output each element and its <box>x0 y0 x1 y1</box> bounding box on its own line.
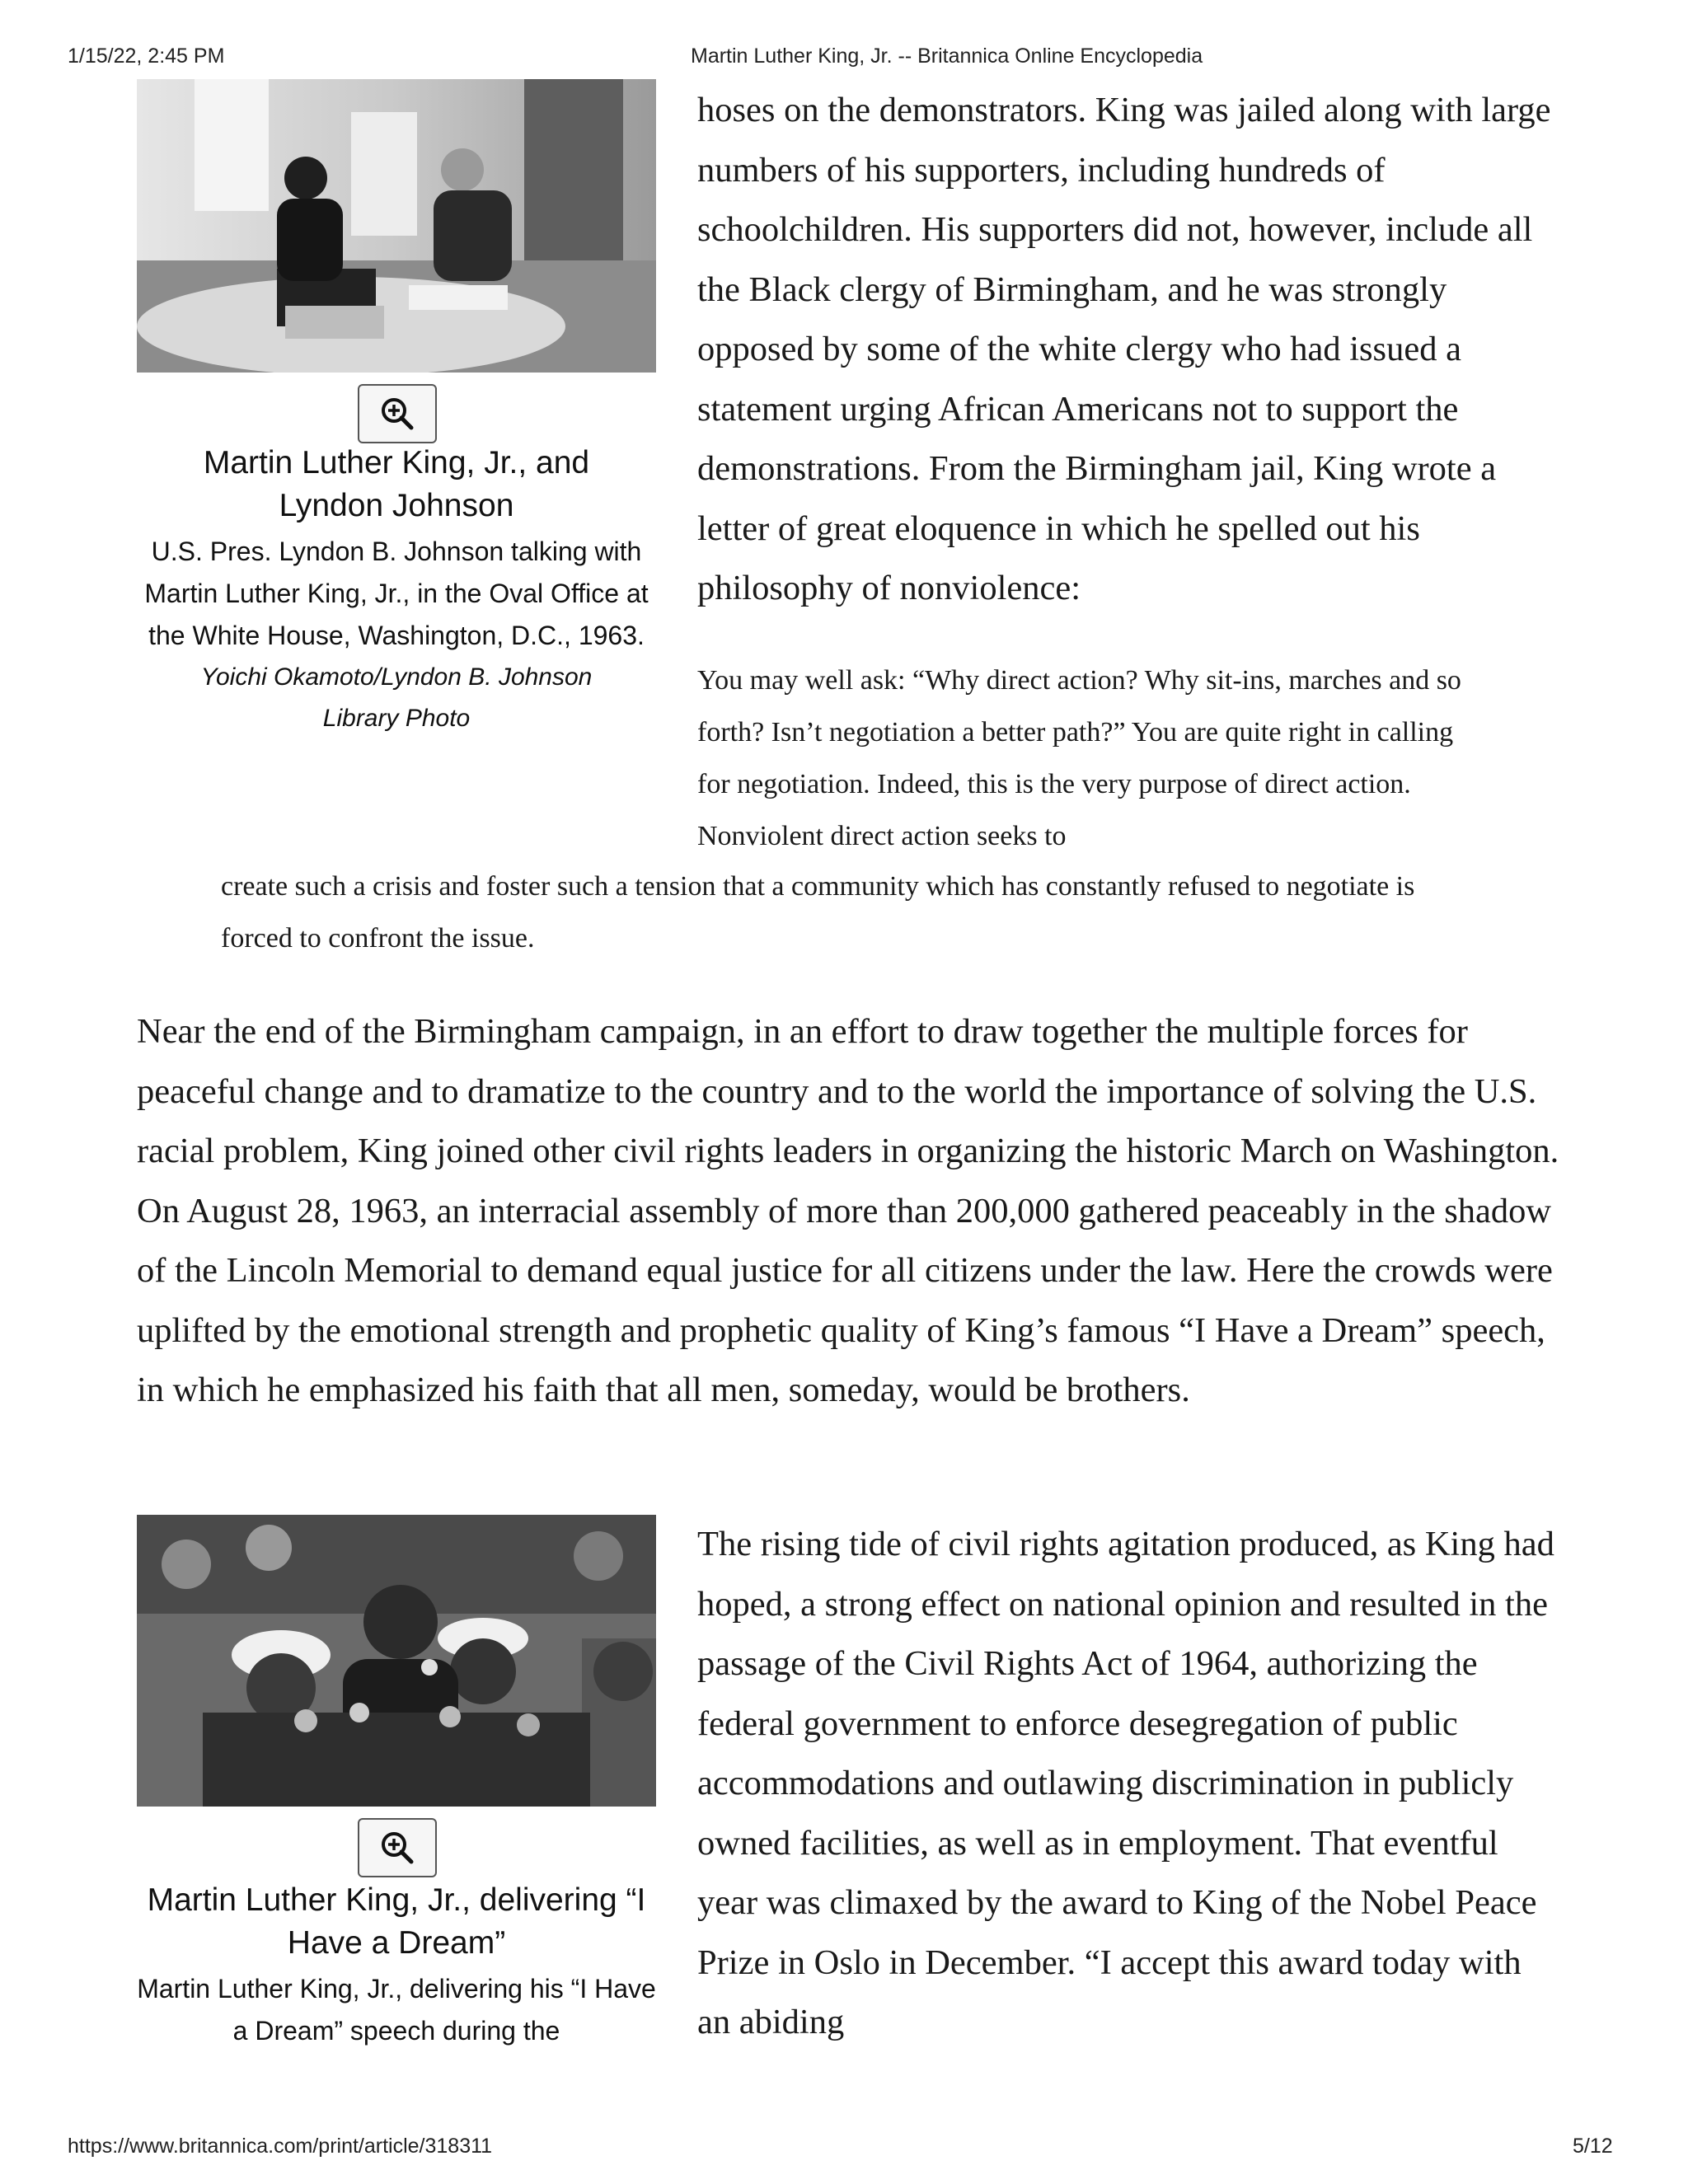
page-number: 5/12 <box>1573 2135 1613 2158</box>
zoom-button-figure2[interactable] <box>358 1818 437 1877</box>
article-paragraph-3: The rising tide of civil rights agitation produced, as King had hoped, a strong effect on national opinion and resulted in the passage of the Civil Rights Act of 1964, authorizing the federal government to enforce desegregation of public accommodations and outlawing discrimination in publicly owned facilities, as well as in employment. That eventful year was climaxed by the award to King of the Nobel Peace Prize in Oslo in December. “I accept this award today with an abiding <box>697 1525 1554 2041</box>
figure1-caption <box>137 442 656 739</box>
zoom-in-icon <box>379 396 415 432</box>
blockquote-part-1: You may well ask: “Why direct action? Why sit-ins, marches and so forth? Isn’t negotiation a better path?” You are quite right in calling for negotiation. Indeed, this is the very purpose of direct action. Nonviolent direct action seeks to <box>697 665 1461 851</box>
figure1-credit: Yoichi Okamoto/Lyndon B. Johnson Library Photo <box>200 663 593 732</box>
zoom-in-icon <box>379 1830 415 1866</box>
king-johnson-photo <box>137 79 656 373</box>
figure2-title: Martin Luther King, Jr., delivering “I Have a Dream” <box>147 1882 646 1961</box>
page-header-title: Martin Luther King, Jr. -- Britannica Online Encyclopedia <box>691 45 1203 68</box>
figure2-description: Martin Luther King, Jr., delivering his “I Have a Dream” speech during the <box>137 1974 656 2046</box>
article-paragraph-1: hoses on the demonstrators. King was jailed along with large numbers of his supporters, including hundreds of schoolchildren. His supporters did not, however, include all the Black clergy of Birmingham, and he was strongly opposed by some of the white clergy who had issued a statement urging African Americans not to support the demonstrations. From the Birmingham jail, King wrote a letter of great eloquence in which he spelled out his philosophy of nonviolence: <box>697 91 1551 607</box>
figure1-title: Martin Luther King, Jr., and Lyndon Johnson <box>203 445 590 523</box>
article-paragraph-2: Near the end of the Birmingham campaign, in an effort to draw together the multiple forces for peaceful change and to dramatize to the country and to the world the importance of solving the U.S. racial problem, King joined other civil rights leaders in organizing the historic March on Washington. On August 28, 1963, an interracial assembly of more than 200,000 gathered peaceably in the shadow of the Lincoln Memorial to demand equal justice for all citizens under the law. Here the crowds were uplifted by the emotional strength and prophetic quality of King’s famous “I Have a Dream” speech, in which he emphasized his faith that all men, someday, would be brothers. <box>137 1012 1559 1409</box>
blockquote-part-2: create such a crisis and foster such a tension that a community which has constantly refused to negotiate is forced to confront the issue. <box>221 871 1415 954</box>
zoom-button-figure1[interactable] <box>358 384 437 443</box>
i-have-a-dream-photo <box>137 1515 656 1807</box>
figure2-caption <box>137 1879 656 2052</box>
figure1-description: U.S. Pres. Lyndon B. Johnson talking with Martin Luther King, Jr., in the Oval Office at the White House, Washington, D.C., 1963. <box>144 537 649 650</box>
article-url: https://www.britannica.com/print/article/318311 <box>68 2135 493 2158</box>
print-datetime: 1/15/22, 2:45 PM <box>68 45 225 68</box>
